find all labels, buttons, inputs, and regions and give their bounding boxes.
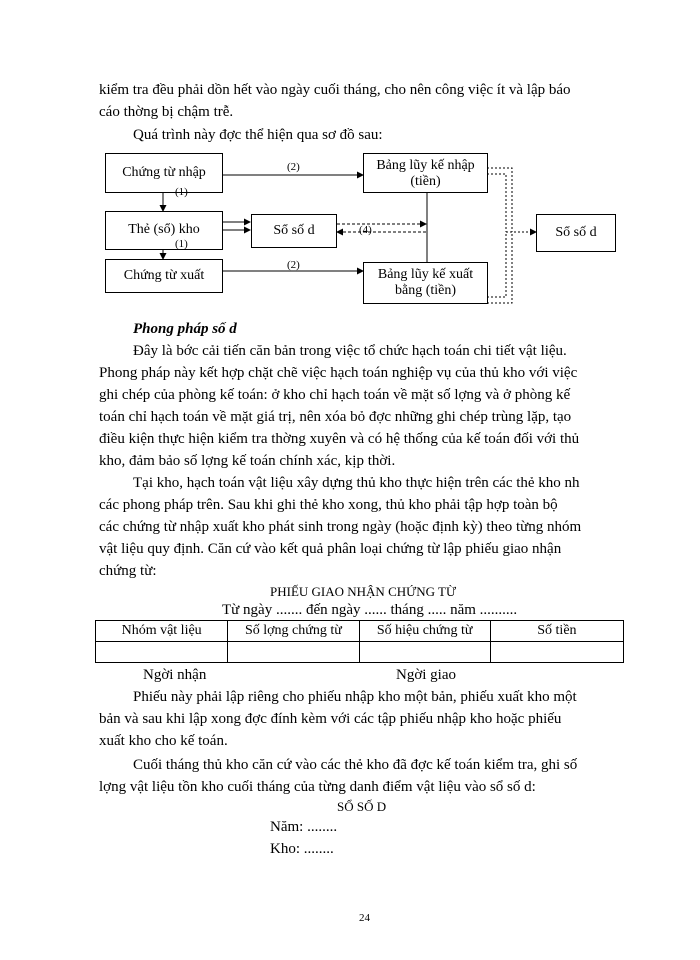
box-label: (tiền) (410, 174, 441, 189)
paragraph-line: các chứng từ nhập xuất kho phát sinh trong ngày (hoặc định kỳ) theo từng nhóm (99, 519, 582, 535)
paragraph-line: Tại kho, hạch toán vật liệu xây dựng thủ kho thực hiện trên các thẻ kho nh (133, 475, 580, 491)
paragraph-line: cáo thờng bị chậm trễ. (99, 104, 234, 120)
table-row (96, 642, 624, 663)
dotted-bang-nhap-to-right-2 (487, 174, 506, 232)
box-label: Sổ số d (273, 223, 315, 238)
table-header-cell: Số tiền (490, 621, 623, 642)
box-the-kho (105, 211, 223, 250)
box-bang-luy-ke-nhap (363, 153, 488, 193)
ledger-warehouse-line: Kho: ........ (270, 841, 334, 857)
paragraph-line: Phiếu này phải lập riêng cho phiếu nhập kho một bản, phiếu xuất kho một (133, 689, 577, 705)
paragraph-line: Phong pháp này kết hợp chặt chẽ việc hạch toán nghiệp vụ của thủ kho với việc (99, 365, 578, 381)
table-cell (228, 642, 359, 663)
label-arrow-left-bottom: (1) (175, 238, 188, 250)
section-heading: Phong pháp số d (133, 321, 237, 337)
paragraph-line: ghi chép của phòng kế toán: ở kho chỉ hạch toán về mặt số lợng và ở phòng kế (99, 387, 571, 403)
paragraph-line: bản và sau khi lập xong đợc đính kèm với các tập phiếu nhập kho hoặc phiếu (99, 711, 562, 727)
box-label: Bảng lũy kế nhập (376, 158, 475, 173)
table-cell (96, 642, 228, 663)
box-label: Chứng từ nhập (122, 165, 206, 180)
box-so-so-du-center (251, 214, 337, 248)
ledger-title: SỔ SỐ D (337, 799, 387, 814)
receipt-date-line: Từ ngày ....... đến ngày ...... tháng ..... năm .......... (222, 602, 518, 618)
paragraph-line: Đây là bớc cải tiến căn bản trong việc tổ chức hạch toán chi tiết vật liệu. (133, 343, 567, 359)
label-arrow-bottom: (2) (287, 259, 300, 271)
table-header-cell: Nhóm vật liệu (96, 621, 228, 642)
paragraph-line: Cuối tháng thủ kho căn cứ vào các thẻ kho đã đợc kế toán kiểm tra, ghi số (133, 757, 578, 773)
table-header-cell: Số hiệu chứng từ (359, 621, 490, 642)
paragraph-line: xuất kho cho kế toán. (99, 733, 228, 749)
table-header-cell: Số lợng chứng từ (228, 621, 359, 642)
paragraph-line: kho, đảm bảo số lợng kế toán chính xác, kịp thời. (99, 453, 396, 469)
receipt-table (95, 620, 624, 663)
label-arrow-mid: (4) (359, 224, 372, 236)
page-number: 24 (359, 912, 370, 924)
dotted-bang-xuat-to-right-2 (487, 232, 506, 297)
paragraph-line: điều kiện thực hiện kiểm tra thờng xuyên và có hệ thống của kế toán đối với thủ (99, 431, 580, 447)
paragraph-line: các phong pháp trên. Sau khi ghi thẻ kho xong, thủ kho phải tập hợp toàn bộ (99, 497, 558, 513)
label-arrow-top: (2) (287, 161, 300, 173)
paragraph-line: toán chỉ hạch toán về mặt giá trị, nên xóa bỏ đợc những ghi chép trùng lặp, tạo (99, 409, 572, 425)
paragraph-line: chứng từ: (99, 563, 157, 579)
ledger-year-line: Năm: ........ (270, 819, 338, 835)
box-label: Chứng từ xuất (123, 268, 205, 283)
box-so-so-du-right (536, 214, 616, 252)
diagram-intro: Quá trình này đợc thể hiện qua sơ đồ sau: (133, 127, 383, 143)
table-cell (359, 642, 490, 663)
dotted-bang-xuat-to-right (487, 232, 512, 303)
paragraph-line: lợng vật liệu tồn kho cuối tháng của từng danh điểm vật liệu vào sổ số d: (99, 779, 536, 795)
deliverer-signature-label: Ngời giao (396, 667, 457, 683)
box-chung-tu-nhap (105, 153, 223, 193)
box-bang-luy-ke-xuat (363, 262, 488, 304)
box-label: Thẻ (sổ) kho (128, 222, 200, 237)
box-label: Sổ số d (555, 225, 597, 240)
paragraph-line: vật liệu quy định. Căn cứ vào kết quả phân loại chứng từ lập phiếu giao nhận (99, 541, 562, 557)
table-cell (490, 642, 623, 663)
receipt-title: PHIẾU GIAO NHẬN CHỨNG TỪ (270, 584, 457, 599)
table-header-row (96, 621, 624, 642)
box-label: Bảng lũy kế xuất (377, 267, 474, 282)
box-chung-tu-xuat (105, 259, 223, 293)
dotted-bang-nhap-to-right (487, 168, 512, 232)
receiver-signature-label: Ngời nhận (143, 667, 207, 683)
box-label: bằng (tiền) (394, 283, 457, 298)
paragraph-line: kiểm tra đều phải dồn hết vào ngày cuối tháng, cho nên công việc ít và lập báo (99, 82, 571, 98)
label-arrow-left-top: (1) (175, 186, 188, 198)
